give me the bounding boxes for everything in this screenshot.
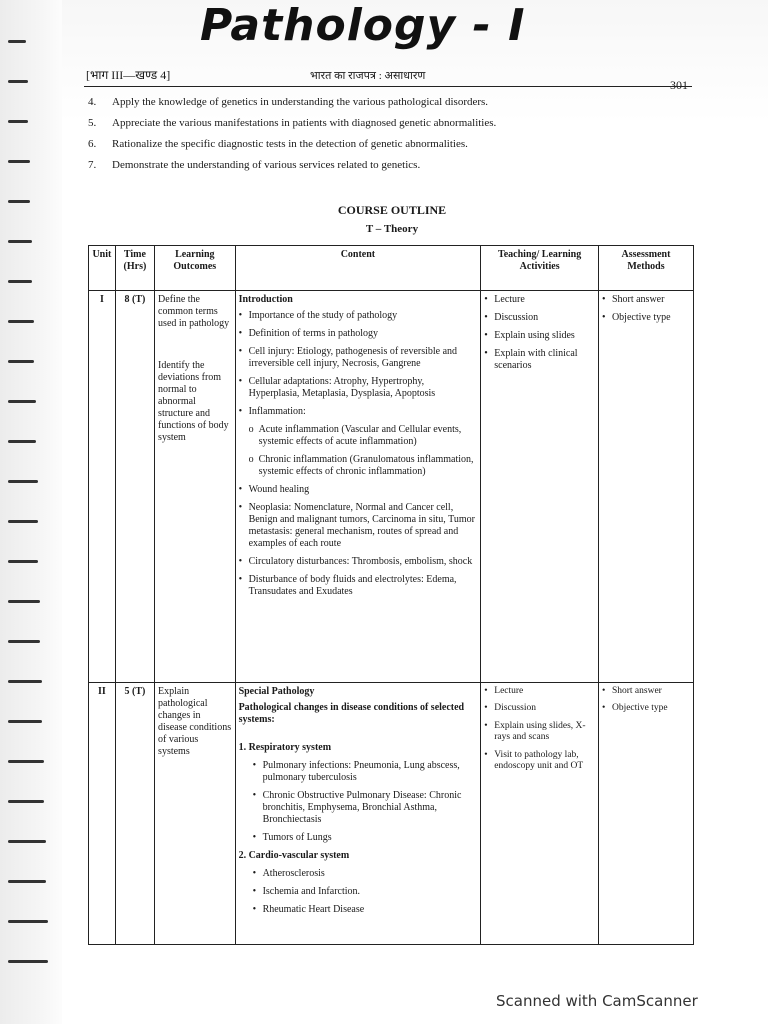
content-item: • Importance of the study of pathology	[238, 310, 398, 321]
binding-ring	[8, 120, 28, 123]
objective-text: Demonstrate the understanding of various services related to genetics.	[112, 159, 421, 171]
content-item: • Circulatory disturbances: Thrombosis, embolism, shock	[238, 556, 473, 567]
assessment-item: • Objective type	[601, 312, 671, 323]
activity-item: • Lecture	[484, 294, 525, 305]
bullet-icon: •	[484, 330, 488, 341]
system-heading: 1. Respiratory system	[238, 742, 332, 753]
objective-item	[88, 159, 708, 180]
learning-outcome: Define the common terms used in pathology	[158, 294, 230, 329]
bullet-icon: •	[484, 720, 488, 731]
binding-ring	[8, 320, 34, 323]
bullet-icon: •	[601, 312, 606, 323]
header-teaching-activities: Teaching/ Learning Activities	[481, 246, 599, 291]
bullet-icon: •	[238, 502, 243, 513]
course-outline-heading: COURSE OUTLINE	[337, 203, 447, 217]
assessment-item: • Objective type	[601, 703, 668, 714]
header-divider	[84, 86, 692, 87]
content-cell	[235, 683, 481, 945]
bullet-icon: •	[484, 312, 488, 323]
binding-ring	[8, 40, 26, 43]
binding-ring	[8, 160, 30, 163]
bullet-icon: •	[601, 294, 606, 305]
learning-outcomes-cell	[155, 291, 236, 683]
table-header-row	[89, 246, 694, 291]
content-item: • Atherosclerosis	[252, 868, 325, 879]
binding-ring	[8, 80, 28, 83]
gazette-title: भारत का राजपत्र : असाधारण	[310, 70, 426, 82]
content-cell	[235, 291, 481, 683]
time-cell: 5 (T)	[115, 683, 154, 945]
bullet-icon: •	[484, 686, 488, 696]
bullet-icon: •	[484, 348, 488, 359]
content-item: • Wound healing	[238, 484, 310, 495]
scanner-watermark: Scanned with CamScanner	[496, 992, 698, 1010]
bullet-icon: •	[252, 790, 257, 801]
bullet-icon: •	[238, 310, 243, 321]
content-item: • Disturbance of body fluids and electrolytes: Edema, Transudates and Exudates	[238, 574, 457, 597]
bullet-icon: •	[601, 703, 606, 714]
content-subitem: o Acute inflammation (Vascular and Cellular events, systemic effects of acute inflammation)	[248, 424, 462, 447]
circle-bullet-icon: o	[248, 424, 254, 435]
objective-number: 4.	[88, 96, 97, 108]
binding-ring	[8, 880, 46, 883]
unit-cell: I	[89, 291, 116, 683]
objective-number: 6.	[88, 138, 97, 150]
binding-ring	[8, 720, 42, 723]
bullet-icon: •	[252, 868, 257, 879]
binding-ring	[8, 640, 40, 643]
binding-ring	[8, 680, 42, 683]
learning-outcome: Identify the deviations from normal to abnormal structure and functions of body system	[158, 360, 229, 443]
objective-item	[88, 96, 708, 117]
content-item: • Tumors of Lungs	[252, 832, 332, 843]
content-item: • Rheumatic Heart Disease	[252, 904, 365, 915]
bullet-icon: •	[238, 406, 243, 417]
bullet-icon: •	[484, 703, 488, 714]
course-outline-table	[88, 245, 694, 945]
unit-cell: II	[89, 683, 116, 945]
content-item: • Ischemia and Infarction.	[252, 886, 361, 897]
bullet-icon: •	[484, 294, 488, 305]
system-heading: 2. Cardio-vascular system	[238, 850, 350, 861]
binding-ring	[8, 280, 32, 283]
binding-ring	[8, 960, 48, 963]
content-section-subtitle: Pathological changes in disease conditions of selected systems:	[238, 702, 465, 725]
objective-number: 7.	[88, 159, 97, 171]
spiral-binding	[0, 0, 70, 1024]
page-number: 301	[670, 78, 688, 92]
bullet-icon: •	[238, 484, 243, 495]
binding-ring	[8, 560, 38, 563]
activity-item: • Discussion	[484, 312, 539, 323]
content-item: • Definition of terms in pathology	[238, 328, 378, 339]
bullet-icon: •	[238, 328, 243, 339]
content-subitem: o Chronic inflammation (Granulomatous inflammation, systemic effects of chronic inflammation)	[248, 454, 474, 477]
bullet-icon: •	[238, 346, 243, 357]
binding-ring	[8, 840, 46, 843]
bullet-icon: •	[238, 556, 243, 567]
binding-ring	[8, 600, 40, 603]
objective-text: Apply the knowledge of genetics in understanding the various pathological disorders.	[112, 96, 489, 108]
content-item: • Cellular adaptations: Atrophy, Hypertrophy, Hyperplasia, Metaplasia, Dysplasia, Apoptosis	[238, 376, 436, 399]
bullet-icon: •	[252, 760, 257, 771]
header-time: Time (Hrs)	[115, 246, 154, 291]
assessment-cell	[598, 683, 693, 945]
content-section-title: Introduction	[238, 294, 293, 305]
theory-label: T – Theory	[365, 223, 419, 235]
time-cell: 8 (T)	[115, 291, 154, 683]
bullet-icon: •	[252, 904, 257, 915]
binding-ring	[8, 240, 32, 243]
binding-ring	[8, 920, 48, 923]
objective-number: 5.	[88, 117, 97, 129]
circle-bullet-icon: o	[248, 454, 254, 465]
objective-item	[88, 138, 708, 159]
content-item: • Cell injury: Etiology, pathogenesis of reversible and irreversible cell injury, Necrosis, Gangrene	[238, 346, 458, 369]
binding-ring	[8, 360, 34, 363]
table-row	[89, 683, 694, 945]
header-learning-outcomes: Learning Outcomes	[155, 246, 236, 291]
objective-text: Rationalize the specific diagnostic tests in the detection of genetic abnormalities.	[112, 138, 468, 150]
assessment-item: • Short answer	[601, 686, 662, 696]
activity-item: • Lecture	[484, 686, 524, 696]
bullet-icon: •	[484, 749, 488, 760]
objectives-list	[88, 96, 708, 180]
learning-outcomes-cell	[155, 683, 236, 945]
assessment-item: • Short answer	[601, 294, 665, 305]
binding-ring	[8, 440, 36, 443]
header-unit: Unit	[89, 246, 116, 291]
activity-item: • Explain using slides	[484, 330, 575, 341]
binding-ring	[8, 520, 38, 523]
content-item: • Pulmonary infections: Pneumonia, Lung abscess, pulmonary tuberculosis	[252, 760, 460, 783]
gazette-part-label: [भाग III—खण्ड 4]	[86, 68, 171, 82]
objective-item	[88, 117, 708, 138]
teaching-activities-cell	[481, 291, 599, 683]
bullet-icon: •	[252, 886, 257, 897]
handwritten-title: Pathology - I	[200, 0, 526, 51]
bullet-icon: •	[238, 376, 243, 387]
activity-item: • Explain with clinical scenarios	[484, 348, 578, 371]
header-content: Content	[235, 246, 481, 291]
activity-item: • Explain using slides, X-rays and scans	[484, 720, 586, 743]
bullet-icon: •	[252, 832, 257, 843]
binding-ring	[8, 480, 38, 483]
activity-item: • Visit to pathology lab, endoscopy unit and OT	[484, 749, 584, 771]
bullet-icon: •	[238, 574, 243, 585]
binding-ring	[8, 400, 36, 403]
header-assessment-methods: Assessment Methods	[598, 246, 693, 291]
objective-text: Appreciate the various manifestations in patients with diagnosed genetic abnormalities.	[112, 117, 497, 129]
activity-item: • Discussion	[484, 703, 536, 714]
content-item: • Chronic Obstructive Pulmonary Disease: Chronic bronchitis, Emphysema, Bronchial Asthma, Bronchiectasis	[252, 790, 462, 825]
binding-ring	[8, 800, 44, 803]
teaching-activities-cell	[481, 683, 599, 945]
content-section-title: Special Pathology	[238, 686, 315, 697]
content-item: • Neoplasia: Nomenclature, Normal and Cancer cell, Benign and malignant tumors, Carcinoma in situ, Tumor metastasis: general mechanism, routes of spread and examples of each route	[238, 502, 475, 549]
bullet-icon: •	[601, 686, 606, 696]
table-row	[89, 291, 694, 683]
learning-outcome: Explain pathological changes in disease conditions of various systems	[158, 686, 232, 757]
binding-ring	[8, 760, 44, 763]
content-item: • Inflammation:	[238, 406, 306, 417]
assessment-cell	[598, 291, 693, 683]
